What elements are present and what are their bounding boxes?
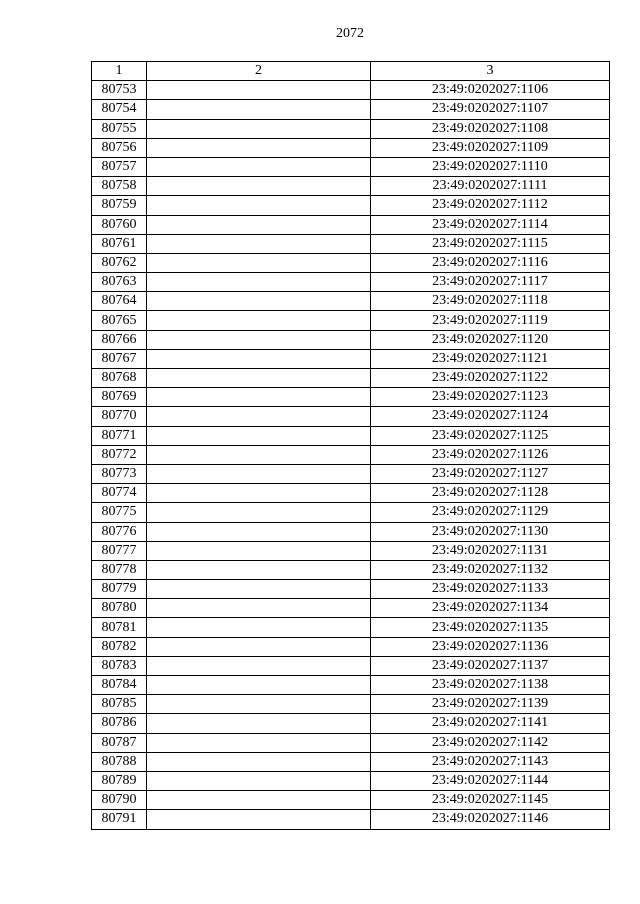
cadastral-number-cell: 23:49:0202027:1139 — [371, 695, 610, 714]
row-number-cell: 80790 — [92, 791, 147, 810]
row-number-cell: 80787 — [92, 733, 147, 752]
column-header-3: 3 — [371, 62, 610, 81]
table-header — [92, 62, 610, 81]
column-2-cell — [147, 407, 371, 426]
row-number-cell: 80775 — [92, 503, 147, 522]
column-2-cell — [147, 580, 371, 599]
table-row — [92, 810, 610, 829]
cadastral-number-cell: 23:49:0202027:1124 — [371, 407, 610, 426]
column-2-cell — [147, 752, 371, 771]
row-number-cell: 80788 — [92, 752, 147, 771]
table-row — [92, 311, 610, 330]
row-number-cell: 80778 — [92, 560, 147, 579]
row-number-cell: 80791 — [92, 810, 147, 829]
row-number-cell: 80760 — [92, 215, 147, 234]
column-2-cell — [147, 464, 371, 483]
cadastral-number-cell: 23:49:0202027:1116 — [371, 253, 610, 272]
column-2-cell — [147, 253, 371, 272]
table-row — [92, 330, 610, 349]
table-row — [92, 234, 610, 253]
cadastral-number-cell: 23:49:0202027:1122 — [371, 369, 610, 388]
column-2-cell — [147, 426, 371, 445]
cadastral-number-cell: 23:49:0202027:1141 — [371, 714, 610, 733]
row-number-cell: 80755 — [92, 119, 147, 138]
cadastral-number-cell: 23:49:0202027:1125 — [371, 426, 610, 445]
cadastral-number-cell: 23:49:0202027:1106 — [371, 81, 610, 100]
table-row — [92, 484, 610, 503]
table-row — [92, 349, 610, 368]
column-2-cell — [147, 733, 371, 752]
cadastral-number-cell: 23:49:0202027:1128 — [371, 484, 610, 503]
cadastral-number-cell: 23:49:0202027:1138 — [371, 676, 610, 695]
row-number-cell: 80776 — [92, 522, 147, 541]
table-body — [92, 81, 610, 829]
cadastral-number-cell: 23:49:0202027:1126 — [371, 445, 610, 464]
cadastral-number-cell: 23:49:0202027:1145 — [371, 791, 610, 810]
row-number-cell: 80768 — [92, 369, 147, 388]
row-number-cell: 80753 — [92, 81, 147, 100]
cadastral-number-cell: 23:49:0202027:1132 — [371, 560, 610, 579]
column-2-cell — [147, 714, 371, 733]
row-number-cell: 80772 — [92, 445, 147, 464]
table-row — [92, 119, 610, 138]
table-row — [92, 733, 610, 752]
table-row — [92, 407, 610, 426]
table-row — [92, 676, 610, 695]
row-number-cell: 80758 — [92, 177, 147, 196]
column-2-cell — [147, 177, 371, 196]
table-row — [92, 292, 610, 311]
table-row — [92, 196, 610, 215]
cadastral-number-cell: 23:49:0202027:1136 — [371, 637, 610, 656]
cadastral-number-cell: 23:49:0202027:1120 — [371, 330, 610, 349]
table-row — [92, 81, 610, 100]
table-row — [92, 637, 610, 656]
cadastral-number-cell: 23:49:0202027:1130 — [371, 522, 610, 541]
table-row — [92, 157, 610, 176]
table-row — [92, 580, 610, 599]
table-row — [92, 752, 610, 771]
column-2-cell — [147, 349, 371, 368]
cadastral-number-cell: 23:49:0202027:1134 — [371, 599, 610, 618]
column-2-cell — [147, 484, 371, 503]
table-row — [92, 253, 610, 272]
row-number-cell: 80789 — [92, 771, 147, 790]
column-2-cell — [147, 637, 371, 656]
cadastral-number-cell: 23:49:0202027:1127 — [371, 464, 610, 483]
column-2-cell — [147, 771, 371, 790]
row-number-cell: 80763 — [92, 273, 147, 292]
cadastral-number-cell: 23:49:0202027:1121 — [371, 349, 610, 368]
table-row — [92, 656, 610, 675]
column-2-cell — [147, 234, 371, 253]
row-number-cell: 80754 — [92, 100, 147, 119]
table-row — [92, 618, 610, 637]
row-number-cell: 80777 — [92, 541, 147, 560]
row-number-cell: 80771 — [92, 426, 147, 445]
page-number: 2072 — [336, 26, 364, 41]
row-number-cell: 80779 — [92, 580, 147, 599]
column-2-cell — [147, 157, 371, 176]
table-row — [92, 599, 610, 618]
cadastral-number-cell: 23:49:0202027:1135 — [371, 618, 610, 637]
table-row — [92, 522, 610, 541]
row-number-cell: 80781 — [92, 618, 147, 637]
cadastral-number-cell: 23:49:0202027:1115 — [371, 234, 610, 253]
table-row — [92, 503, 610, 522]
table-row — [92, 464, 610, 483]
table-row — [92, 445, 610, 464]
column-2-cell — [147, 810, 371, 829]
cadastral-number-cell: 23:49:0202027:1109 — [371, 138, 610, 157]
table-row — [92, 791, 610, 810]
row-number-cell: 80769 — [92, 388, 147, 407]
cadastral-number-cell: 23:49:0202027:1142 — [371, 733, 610, 752]
column-2-cell — [147, 100, 371, 119]
table-row — [92, 560, 610, 579]
row-number-cell: 80767 — [92, 349, 147, 368]
column-2-cell — [147, 676, 371, 695]
table-row — [92, 771, 610, 790]
cadastral-number-cell: 23:49:0202027:1112 — [371, 196, 610, 215]
cadastral-number-cell: 23:49:0202027:1123 — [371, 388, 610, 407]
column-2-cell — [147, 388, 371, 407]
cadastral-number-cell: 23:49:0202027:1114 — [371, 215, 610, 234]
table-row — [92, 177, 610, 196]
column-2-cell — [147, 618, 371, 637]
row-number-cell: 80785 — [92, 695, 147, 714]
column-2-cell — [147, 599, 371, 618]
cadastral-number-cell: 23:49:0202027:1144 — [371, 771, 610, 790]
table-row — [92, 215, 610, 234]
row-number-cell: 80765 — [92, 311, 147, 330]
row-number-cell: 80784 — [92, 676, 147, 695]
column-2-cell — [147, 196, 371, 215]
column-2-cell — [147, 695, 371, 714]
column-2-cell — [147, 522, 371, 541]
row-number-cell: 80761 — [92, 234, 147, 253]
registry-table — [91, 61, 610, 830]
table-row — [92, 138, 610, 157]
column-2-cell — [147, 119, 371, 138]
cadastral-number-cell: 23:49:0202027:1117 — [371, 273, 610, 292]
column-2-cell — [147, 503, 371, 522]
table-row — [92, 541, 610, 560]
cadastral-number-cell: 23:49:0202027:1108 — [371, 119, 610, 138]
cadastral-number-cell: 23:49:0202027:1133 — [371, 580, 610, 599]
row-number-cell: 80774 — [92, 484, 147, 503]
row-number-cell: 80759 — [92, 196, 147, 215]
column-2-cell — [147, 656, 371, 675]
column-2-cell — [147, 215, 371, 234]
table-row — [92, 369, 610, 388]
row-number-cell: 80782 — [92, 637, 147, 656]
table-row — [92, 273, 610, 292]
cadastral-number-cell: 23:49:0202027:1118 — [371, 292, 610, 311]
row-number-cell: 80757 — [92, 157, 147, 176]
row-number-cell: 80764 — [92, 292, 147, 311]
column-2-cell — [147, 138, 371, 157]
cadastral-number-cell: 23:49:0202027:1111 — [371, 177, 610, 196]
table-row — [92, 714, 610, 733]
cadastral-number-cell: 23:49:0202027:1131 — [371, 541, 610, 560]
row-number-cell: 80766 — [92, 330, 147, 349]
column-2-cell — [147, 311, 371, 330]
table-row — [92, 388, 610, 407]
cadastral-number-cell: 23:49:0202027:1110 — [371, 157, 610, 176]
table-row — [92, 426, 610, 445]
column-2-cell — [147, 791, 371, 810]
table-row — [92, 695, 610, 714]
row-number-cell: 80786 — [92, 714, 147, 733]
row-number-cell: 80756 — [92, 138, 147, 157]
column-header-1: 1 — [92, 62, 147, 81]
row-number-cell: 80780 — [92, 599, 147, 618]
cadastral-number-cell: 23:49:0202027:1129 — [371, 503, 610, 522]
column-2-cell — [147, 445, 371, 464]
header-row — [92, 62, 610, 81]
row-number-cell: 80770 — [92, 407, 147, 426]
cadastral-number-cell: 23:49:0202027:1107 — [371, 100, 610, 119]
column-2-cell — [147, 330, 371, 349]
cadastral-number-cell: 23:49:0202027:1146 — [371, 810, 610, 829]
row-number-cell: 80783 — [92, 656, 147, 675]
table-row — [92, 100, 610, 119]
row-number-cell: 80762 — [92, 253, 147, 272]
column-2-cell — [147, 560, 371, 579]
cadastral-number-cell: 23:49:0202027:1143 — [371, 752, 610, 771]
column-2-cell — [147, 541, 371, 560]
cadastral-number-cell: 23:49:0202027:1119 — [371, 311, 610, 330]
column-header-2: 2 — [147, 62, 371, 81]
column-2-cell — [147, 273, 371, 292]
column-2-cell — [147, 81, 371, 100]
column-2-cell — [147, 292, 371, 311]
cadastral-number-cell: 23:49:0202027:1137 — [371, 656, 610, 675]
row-number-cell: 80773 — [92, 464, 147, 483]
column-2-cell — [147, 369, 371, 388]
